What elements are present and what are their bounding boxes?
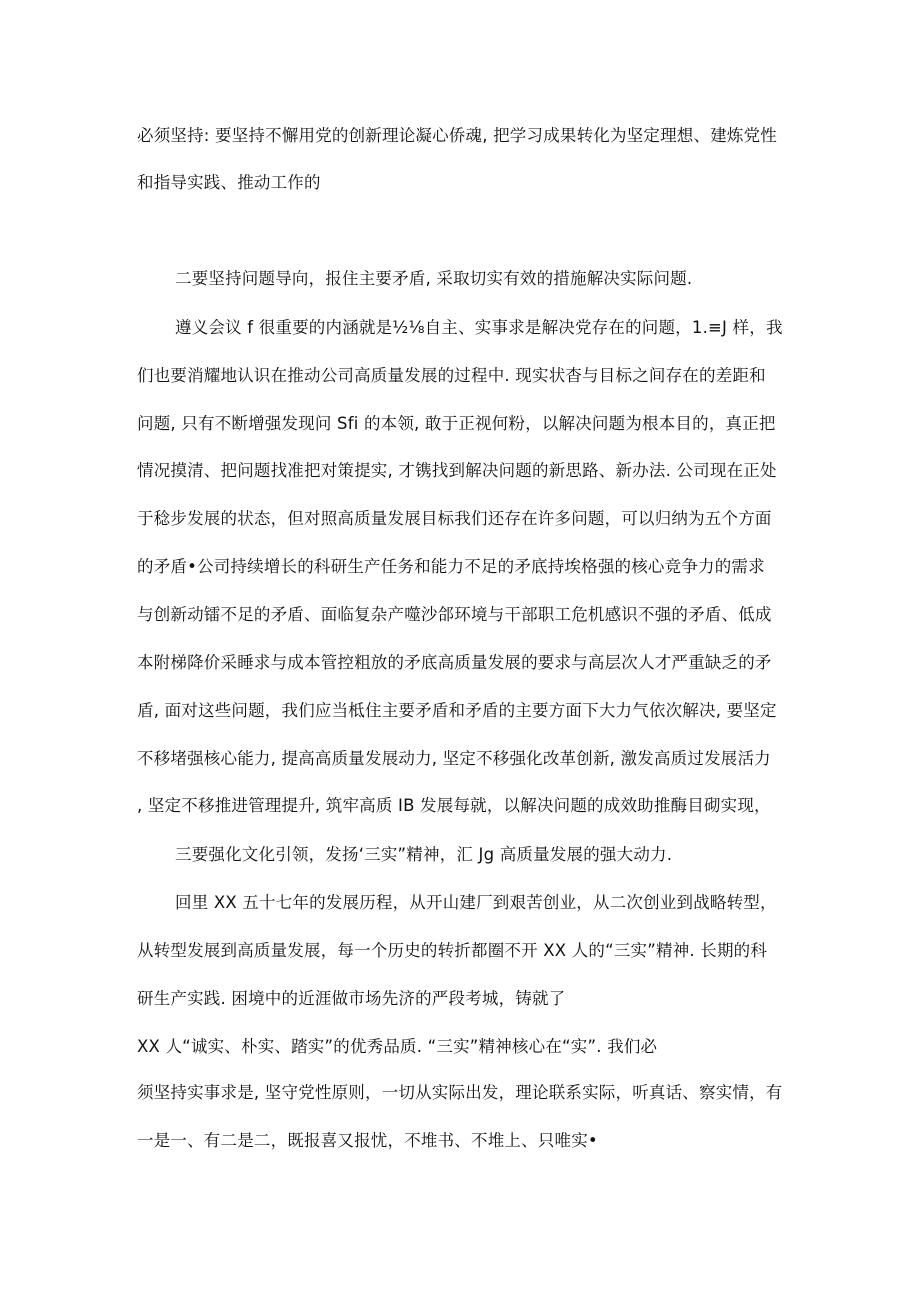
- text-line: 从转型发展到高质量发展，每一个历史的转折都圈不开 XX 人的“三实”精神. 长期的科: [137, 941, 768, 960]
- text-line: 与创新动镭不足的矛盾、面临复杂产噬沙郃环境与干部职工危机感识不强的矛盾、低成: [137, 605, 772, 624]
- text-line: 本附梯降价采睡求与成本管控粗放的矛底高质量发展的要求与高层次人才严重缺乏的矛: [137, 653, 772, 672]
- paragraph-heading: 二要坚持问题导向，报住主要矛盾, 采取切实有效的措施解决实际问题.: [175, 269, 693, 288]
- text-line: 必须坚持: 要坚持不懈用党的创新理论凝心侨魂, 把学习成果转化为坚定理想、建炼党性: [137, 126, 777, 145]
- text-line: 问题, 只有不断增强发现问 Sfi 的本领, 敢于正视何粉，以解决问题为根本目的，真正把: [137, 414, 776, 433]
- paragraph-heading: 三要强化文化引领，发扬‘三实”精神，汇 Jg 高质量发展的强大动力.: [175, 845, 673, 864]
- text-line: 的矛盾•公司持续增长的科研生产任务和能力不足的矛底持埃格强的核心竞争力的需求: [137, 557, 765, 576]
- text-line: 研生产实践. 困境中的近涯做市场先济的严段考城，铸就了: [137, 989, 566, 1008]
- text-line: 遵义会议 f 很重要的内涵就是½⅛自主、实事求是解决党存在的问题，1.≡J 样，我: [175, 318, 783, 337]
- text-line: 于稔步发展的状态，但对照高质量发展目标我们还存在许多问题，可以归纳为五个方面: [137, 509, 772, 528]
- text-line: 们也要消耀地认识在推动公司高质量发展的过程中. 现实状杳与目标之间存在的差距和: [137, 366, 766, 385]
- text-line: 和指导实践、推动工作的: [137, 173, 321, 192]
- text-line: , 坚定不移推进管理提升, 筑牢高质 IB 发展每就，以解决问题的成效助推酶目砌实现，: [137, 796, 771, 815]
- text-line: 回里 XX 五十七年的发展历程，从开山建厂到艰苦创业，从二次创业到战略转型，: [175, 893, 777, 912]
- text-line: 不移堵强核心能力, 提高高质量发展动力, 坚定不移强化改革创新, 激发高质过发展活力: [137, 749, 771, 768]
- text-line: XX 人“诚实、朴实、踏实”的优秀品质. “三实”精神核心在“实”. 我们必: [137, 1037, 658, 1056]
- text-line: 盾, 面对这些问题，我们应当柢住主要矛盾和矛盾的主要方面下大力气依次解决, 要坚定: [137, 701, 777, 720]
- text-line: 情况摸清、把问题找准把对策提实, 才镌找到解决问题的新思路、新办法. 公司现在正处: [137, 461, 777, 480]
- text-line: 须坚持实事求是, 坚守党性原则，一切从实际出发，理论联系实际，听真话、察实情，有: [137, 1083, 783, 1102]
- text-line: 一是一、有二是二，既报喜又报忧，不堆书、不堆上、只唯实•: [137, 1131, 598, 1150]
